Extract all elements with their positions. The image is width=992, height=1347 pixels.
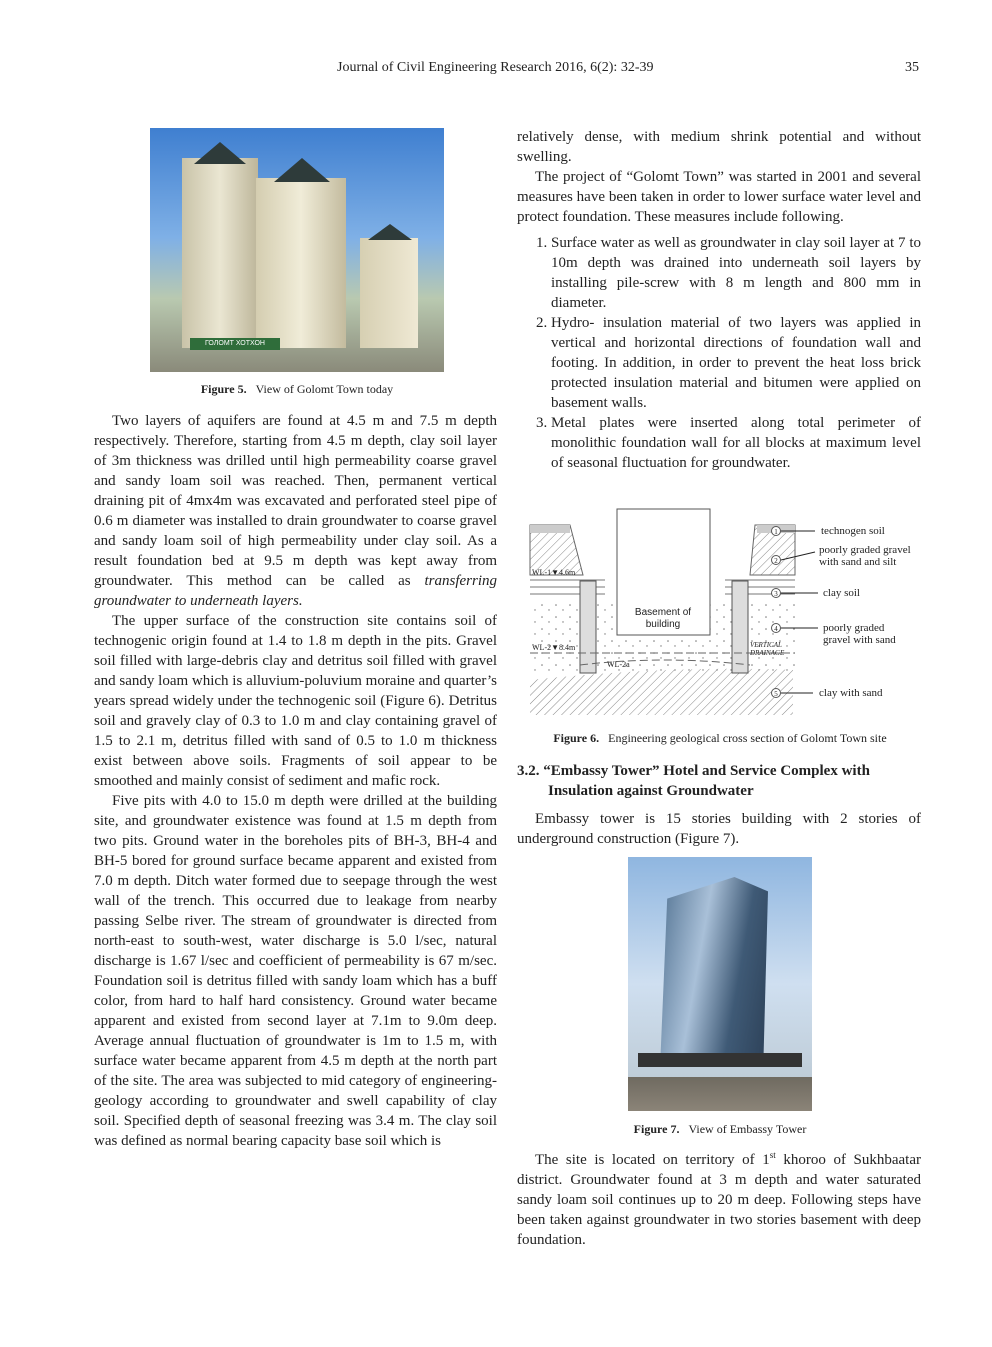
section-heading: 3.2. “Embassy Tower” Hotel and Service Complex with Insulation against Groundwater — [517, 763, 870, 799]
paragraph: relatively dense, with medium shrink potential and without swelling. — [517, 129, 921, 165]
figure6-caption: Figure 6. Engineering geological cross section of Golomt Town site — [553, 731, 887, 745]
svg-text:DRAINAGE: DRAINAGE — [750, 649, 785, 657]
right-column-bottom — [517, 1150, 921, 1250]
paragraph: The site is located on territory of 1st khoroo of Sukhbaatar district. Groundwater found at 3 m depth and water saturated sandy loam soil continues up to 20 m deep. Following steps have been taken against groundwater in two stories basement with deep foundation. — [517, 1150, 922, 1248]
wl2a-label: WL-2a — [607, 660, 630, 669]
svg-text:building: building — [645, 619, 681, 630]
figure5-photo — [150, 128, 444, 372]
basement-label: Basement of — [634, 607, 692, 618]
paragraph: Five pits with 4.0 to 15.0 m depth were drilled at the building site, and groundwater existence was found at 1.5 m depth from two pits. Ground water in the boreholes pits of BH-3, BH-4 and BH-5 bored for ground surface became apparent and existed from 7.0 m depth. Ditch water formed due to seepage through the west wall of the trench. This occurred due to leakage from nearby passing Selbe river. The stream of groundwater is directed from north-east to south-west, water discharge is 5.0 l/sec, natural discharge is 1.67 l/sec and coefficient of permeability is 67 m/sec. Foundation soil is detritus filled with sandy loam which has a buff color, from hard to half hard consistency. Ground water became apparent and existed from second layer at 7.1m to 9.0m deep. Average annual fluctuation of groundwater is 1m to 1.5 m, with surface water became apparent from 4.5 m depth at the north part of the site. The area was subjected to mid category of engineering-geology according to groundwater and swell capability of clay soil. Specified depth of seasonal freezing was 3.4 m. The clay soil was defined as normal bearing capacity base soil which is — [94, 793, 497, 1149]
list-item: 1. Surface water as well as groundwater in clay soil layer at 7 to 10m depth was drained into underneath soil layers by installing pile-screw with 8 m length and 800 mm in diameter. — [551, 233, 921, 313]
paragraph: The project of “Golomt Town” was started in 2001 and several measures have been taken in order to lower surface water level and protect foundation. These measures include following. — [517, 169, 921, 225]
figure7-photo — [628, 857, 812, 1111]
svg-text:1: 1 — [774, 528, 778, 536]
figure5-caption: Figure 5. View of Golomt Town today — [200, 382, 394, 396]
svg-text:4: 4 — [774, 625, 778, 633]
svg-text:technogen soil: technogen soil — [821, 525, 885, 537]
list-item: 3. Metal plates were inserted along total perimeter of monolithic foundation wall for all blocks at maximum level of seasonal fluctuation for groundwater. — [551, 413, 921, 473]
svg-text:2: 2 — [774, 557, 778, 565]
svg-text:clay with sand: clay with sand — [819, 687, 883, 699]
golomt-sign: ГОЛОМТ ХОТХОН — [190, 338, 280, 350]
drainage-label: VERTICAL — [750, 641, 782, 649]
figure6-diagram — [525, 505, 925, 725]
measures-list — [517, 233, 921, 473]
running-header: Journal of Civil Engineering Research 2016, 6(2): 32-39 — [337, 60, 654, 75]
wl2-label: WL-2▼8.4m — [532, 643, 576, 652]
list-item: 2. Hydro- insulation material of two layers was applied in vertical and horizontal directions of foundation wall and footing. In addition, in order to prevent the heat loss brick protected insulation material and bitumen were applied on basement walls. — [551, 313, 921, 413]
svg-text:5: 5 — [774, 690, 778, 698]
paragraph: The upper surface of the construction site contains soil of technogenic origin found at 1.4 to 1.8 m depth in the pits. Gravel soil filled with large-debris clay and detritus soil filled with gravel and sandy loam which is alluvium-poluvium moraine and quarter’s years spread widely under the technogenic soil (Figure 6). Detritus soil and gravely clay of 0.3 to 1.0 m and clay containing gravel of 1.5 to 2.1 m, detritus filled with sand of 0.5 to 1.0 m thickness exist between above soils. Fragments of soil appear to be smoothed and mainly consist of sediment and mafic rock. — [94, 613, 497, 789]
svg-text:gravel with sand: gravel with sand — [823, 634, 896, 646]
svg-text:with sand and silt: with sand and silt — [819, 556, 897, 568]
wl1-label: WL-1▼4.6m — [532, 568, 576, 577]
paragraph: Two layers of aquifers are found at 4.5 m and 7.5 m depth respectively. Therefore, starting from 4.5 m depth, clay soil layer of 3m thickness was drilled until high permeability coarse gravel and sandy loam soil was reached. Then, permanent vertical draining pit of 4mx4m was excavated and perforated steel pipe of 0.6 m diameter was installed to drain groundwater to coarse gravel and sandy loam soil of high permeability under clay soil. As a result foundation bed at 9.5 m depth was kept away from groundwater. This method can be called as transferring groundwater to underneath layers. — [94, 413, 497, 609]
svg-text:poorly graded gravel: poorly graded gravel — [819, 544, 911, 556]
page-number: 35 — [905, 60, 919, 75]
svg-text:3: 3 — [774, 590, 778, 598]
layer-3 — [772, 587, 860, 599]
svg-text:poorly graded: poorly graded — [823, 622, 885, 634]
paragraph: Embassy tower is 15 stories building with 2 stories of underground construction (Figure 7). — [517, 811, 921, 847]
left-column — [94, 411, 497, 1151]
right-column-top — [517, 127, 921, 473]
right-column-section — [517, 761, 921, 849]
svg-text:clay soil: clay soil — [823, 587, 860, 599]
figure7-caption: Figure 7. View of Embassy Tower — [633, 1122, 807, 1136]
